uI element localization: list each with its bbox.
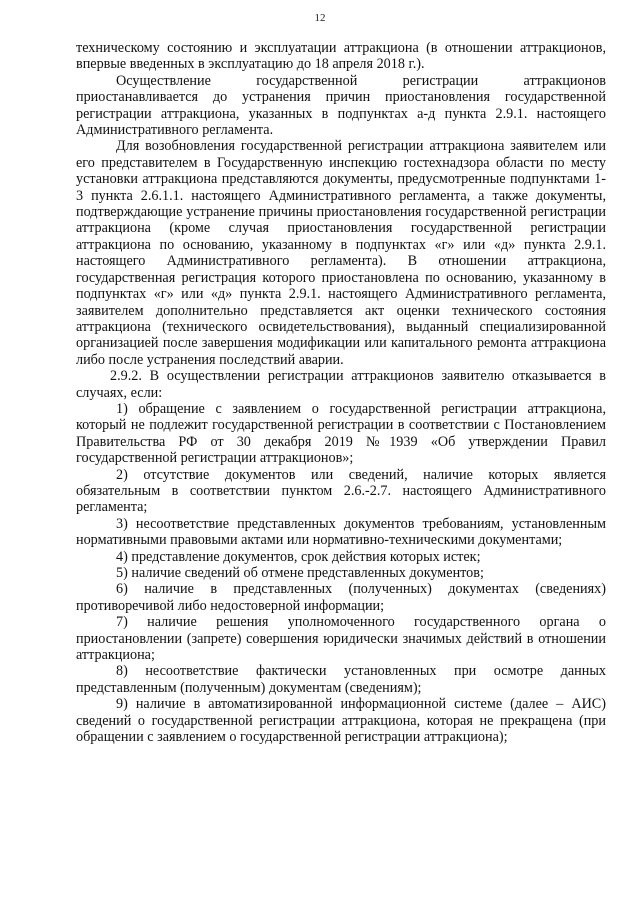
paragraph-refusal-intro: 2.9.2. В осуществлении регистрации аттракционов заявителю отказывается в случаях, если:	[76, 368, 606, 401]
list-item-2: 2) отсутствие документов или сведений, наличие которых является обязательным в соответствии пунктом 2.6.-2.7. настоящего Административного регламента;	[76, 466, 606, 516]
paragraph-continuation: техническому состоянию и эксплуатации аттракциона (в отношении аттракционов, впервые введенных в эксплуатацию до 18 апреля 2018 г.).	[76, 40, 606, 73]
paragraph-suspension: Осуществление государственной регистрации аттракционов приостанавливается до устранения причин приостановления государственной регистрации аттракциона, указанных в подпунктах а-д пункта 2.9.1. настоящего Административного регламента.	[76, 72, 606, 139]
paragraph-resumption: Для возобновления государственной регистрации аттракциона заявителем или его представителем в Государственную инспекцию гостехнадзора области по месту установки аттракциона представляются документы, предусмотренные подпунктами 1-3 пункта 2.6.1.1. настоящего Административного регламента, а также документы, подтверждающие устранение причины приостановления государственной регистрации аттракциона (кроме случая приостановления государственной регистрации аттракциона по основанию, указанному в подпунктах «г» или «д» пункта 2.9.1. настоящего Административного регламента). В отношении аттракциона, государственная регистрация которого приостановлена по основанию, указанному в подпунктах «г» или «д» пункта 2.9.1. настоящего Административного регламента, заявителем дополнительно представляется акт оценки технического состояния аттракциона (технического освидетельствования), выданный специализированной организацией после завершения модификации или капитального ремонта аттракциона либо после устранения последствий аварии.	[76, 138, 606, 368]
list-item-6: 6) наличие в представленных (полученных) документах (сведениях) противоречивой либо недостоверной информации;	[76, 581, 606, 614]
list-item-3: 3) несоответствие представленных документов требованиям, установленным нормативными правовыми актами или нормативно-техническими документами;	[76, 515, 606, 549]
list-item-7: 7) наличие решения уполномоченного государственного органа о приостановлении (запрете) совершения юридически значимых действий в отношении аттракциона;	[76, 614, 606, 664]
list-item-8: 8) несоответствие фактически установленных при осмотре данных представленным (полученным) документам (сведениям);	[76, 663, 606, 696]
list-item-5: 5) наличие сведений об отмене представленных документов;	[116, 565, 484, 581]
page-number: 12	[314, 12, 326, 24]
document-body	[76, 40, 606, 745]
list-item-4: 4) представление документов, срок действия которых истек;	[116, 548, 481, 565]
list-item-9: 9) наличие в автоматизированной информационной системе (далее – АИС) сведений о государственной регистрации аттракциона, которая не прекращена (при обращении с заявлением о государственной регистрации аттракциона);	[76, 696, 606, 746]
list-item-1: 1) обращение с заявлением о государственной регистрации аттракциона, который не подлежит государственной регистрации в соответствии с Постановлением Правительства РФ от 30 декабря 2019 №1939 «Об утверждении Правил государственной регистрации аттракционов»;	[76, 400, 606, 467]
